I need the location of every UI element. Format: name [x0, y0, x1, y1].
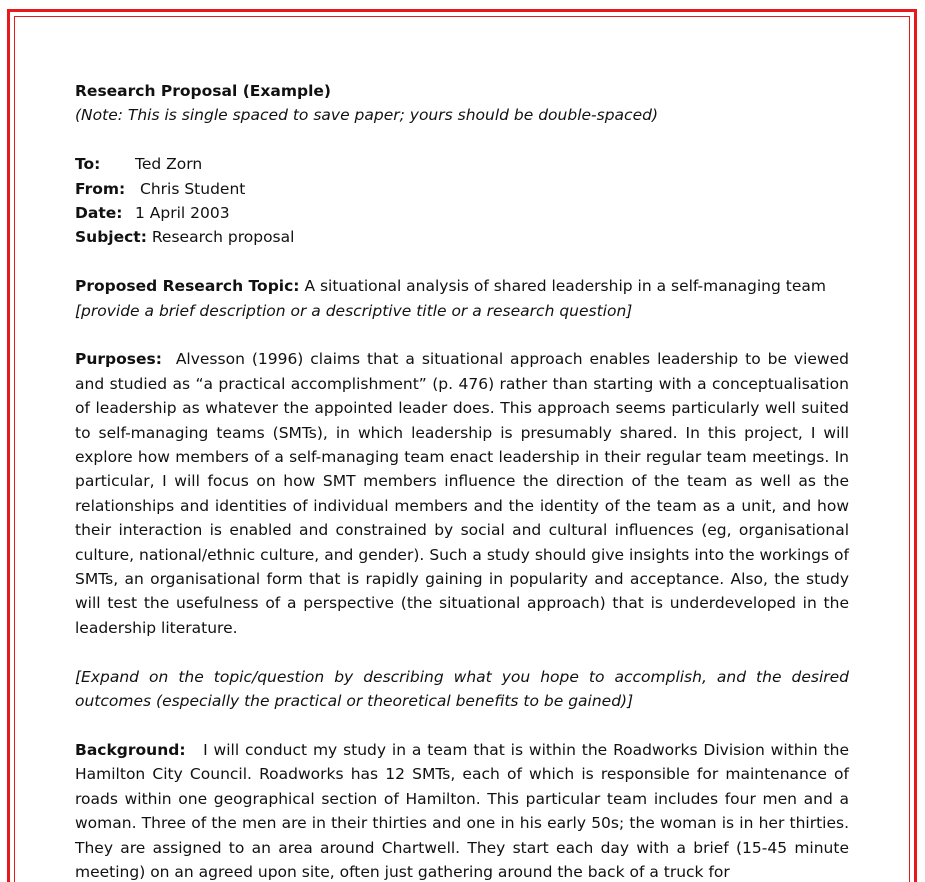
memo-date-value: 1 April 2003	[135, 204, 230, 223]
memo-from-line	[75, 177, 849, 201]
purposes-paragraph	[75, 347, 849, 640]
memo-to-value: Ted Zorn	[135, 155, 203, 174]
topic-text: A situational analysis of shared leadership in a self-managing team	[304, 277, 826, 296]
topic-instruction: [provide a brief description or a descriptive title or a research question]	[75, 301, 633, 320]
memo-subject-value: Research proposal	[151, 228, 295, 247]
purposes-label: Purposes:	[75, 350, 162, 369]
document-title: Research Proposal (Example)	[75, 82, 331, 100]
memo-to-line	[75, 152, 849, 176]
memo-date-line	[75, 201, 849, 225]
memo-from-value: Chris Student	[140, 179, 246, 198]
document-note: (Note: This is single spaced to save paper; yours should be double-spaced)	[75, 106, 658, 125]
memo-to-label: To:	[75, 155, 101, 174]
purposes-text: Alvesson (1996) claims that a situational approach enables leadership to be viewed and studied as “a practical accomplishment” (p. 476) rather than starting with a conceptualisation of leadership as whatever the appointed leader does. This approach seems particularly well suited to self-managing teams (SMTs), in which leadership is presumably shared. In this project, I will explore how members of a self-managing team enact leadership in their regular team meetings. In particular, I will focus on how SMT members influence the direction of the team as well as the relationships and identities of individual members and the identity of the team as a unit, and how their interaction is enabled and constrained by social and cultural influences (eg, organisational culture, national/ethnic culture, and gender). Such a study should give insights into the workings of SMTs, an organisational form that is rapidly gaining in popularity and acceptance. Also, the study will test the usefulness of a perspective (the situational approach) that is underdeveloped in the leadership literature.	[75, 350, 849, 637]
document-body	[75, 79, 849, 882]
memo-subject-line	[75, 225, 849, 249]
memo-from-label: From:	[75, 179, 126, 198]
topic-paragraph	[75, 274, 849, 298]
topic-label: Proposed Research Topic:	[75, 277, 300, 296]
memo-date-label: Date:	[75, 204, 123, 223]
purposes-instruction: [Expand on the topic/question by describing what you hope to accomplish, and the desired outcomes (especially the practical or theoretical benefits to be gained)]	[75, 667, 849, 711]
memo-subject-label: Subject:	[75, 228, 147, 247]
background-paragraph	[75, 738, 849, 882]
background-text: I will conduct my study in a team that is within the Roadworks Division within the Hamilton City Council. Roadworks has 12 SMTs, each of which is responsible for maintenance of roads within one geographical section of Hamilton. This particular team includes four men and a woman. Three of the men are in their thirties and one in his early 50s; the woman is in her thirties. They are assigned to an area around Chartwell. They start each day with a brief (15-45 minute meeting) on an agreed upon site, often just gathering around the back of a truck for	[75, 740, 849, 881]
background-label: Background:	[75, 740, 186, 759]
